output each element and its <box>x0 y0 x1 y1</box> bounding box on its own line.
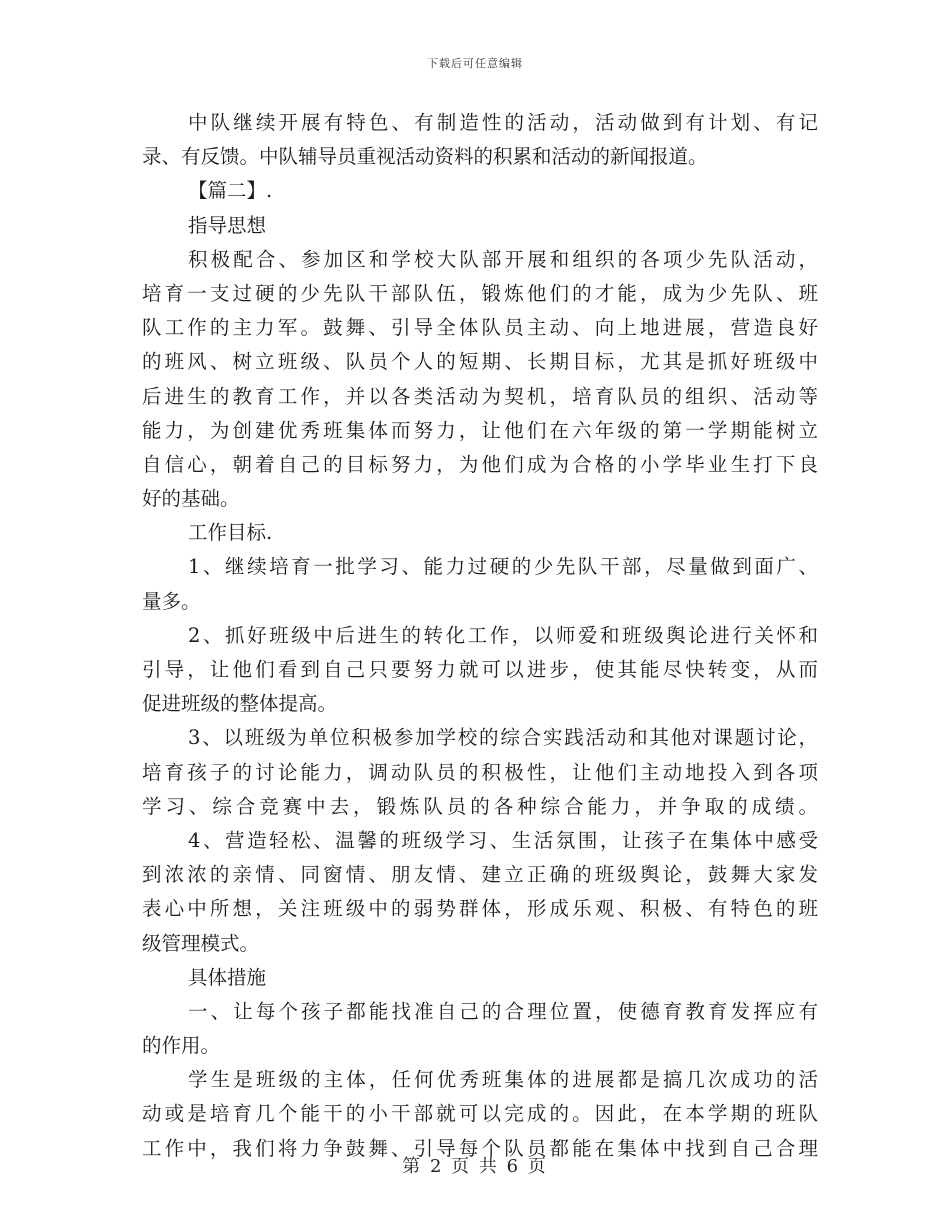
text-line: 录、有反馈。中队辅导员重视活动资料的积累和活动的新闻报道。 <box>142 145 708 169</box>
text-line: 积极配合、参加区和学校大队部开展和组织的各项少先队活动， <box>188 247 818 271</box>
text-line: 工作目标. <box>188 521 273 545</box>
text-line: 学习、综合竞赛中去，锻炼队员的各种综合能力，并争取的成绩。 <box>142 794 818 818</box>
text-line: 量多。 <box>142 589 201 613</box>
text-line: 一、让每个孩子都能找准自己的合理位置，使德育教育发挥应有 <box>188 999 818 1023</box>
text-line: 的班风、树立班级、队员个人的短期、长期目标，尤其是抓好班级中 <box>142 350 818 374</box>
text-line: 好的基础。 <box>142 487 240 511</box>
text-line: 培育孩子的讨论能力，调动队员的积极性，让他们主动地投入到各项 <box>142 760 818 784</box>
text-line: 到浓浓的亲情、同窗情、朋友情、建立正确的班级舆论，鼓舞大家发 <box>142 863 818 887</box>
text-line: 动或是培育几个能干的小干部就可以完成的。因此，在本学期的班队 <box>142 1102 818 1126</box>
page-footer: 第 2 页 共 6 页 <box>402 1156 548 1177</box>
text-line: 工作中，我们将力争鼓舞、引导每个队员都能在集体中找到自己合理 <box>142 1136 818 1160</box>
text-line: 队工作的主力军。鼓舞、引导全体队员主动、向上地进展，营造良好 <box>142 316 818 340</box>
text-line: 引导，让他们看到自己只要努力就可以进步，使其能尽快转变，从而 <box>142 658 818 681</box>
text-line: 自信心，朝着自己的目标努力，为他们成为合格的小学毕业生打下良 <box>142 452 818 476</box>
text-line: 后进生的教育工作，并以各类活动为契机，培育队员的组织、活动等 <box>142 384 818 408</box>
text-line: 培育一支过硬的少先队干部队伍，锻炼他们的才能，成为少先队、班 <box>142 281 818 305</box>
text-line: 中队继续开展有特色、有制造性的活动，活动做到有计划、有记 <box>188 111 818 134</box>
text-line: 能力，为创建优秀班集体而努力，让他们在六年级的第一学期能树立 <box>142 418 818 442</box>
document-body <box>142 106 818 1166</box>
text-line: 的作用。 <box>142 1034 221 1058</box>
text-line: 【篇二】. <box>188 179 273 203</box>
text-line: 指导思想 <box>188 213 267 237</box>
text-line: 学生是班级的主体，任何优秀班集体的进展都是搞几次成功的活 <box>188 1068 818 1092</box>
page-header: 下载后可任意编辑 <box>427 57 523 70</box>
text-line: 具体措施 <box>188 965 267 989</box>
text-line: 促进班级的整体提高。 <box>142 692 338 716</box>
text-line: 1、继续培育一批学习、能力过硬的少先队干部，尽量做到面广、 <box>188 555 818 579</box>
text-line: 表心中所想，关注班级中的弱势群体，形成乐观、积极、有特色的班 <box>142 897 818 921</box>
text-line: 级管理模式。 <box>142 931 260 955</box>
text-line: 3、以班级为单位积极参加学校的综合实践活动和其他对课题讨论， <box>188 726 818 750</box>
text-line: 4、营造轻松、温馨的班级学习、生活氛围，让孩子在集体中感受 <box>188 828 818 852</box>
text-line: 2、抓好班级中后进生的转化工作，以师爱和班级舆论进行关怀和 <box>188 623 818 647</box>
